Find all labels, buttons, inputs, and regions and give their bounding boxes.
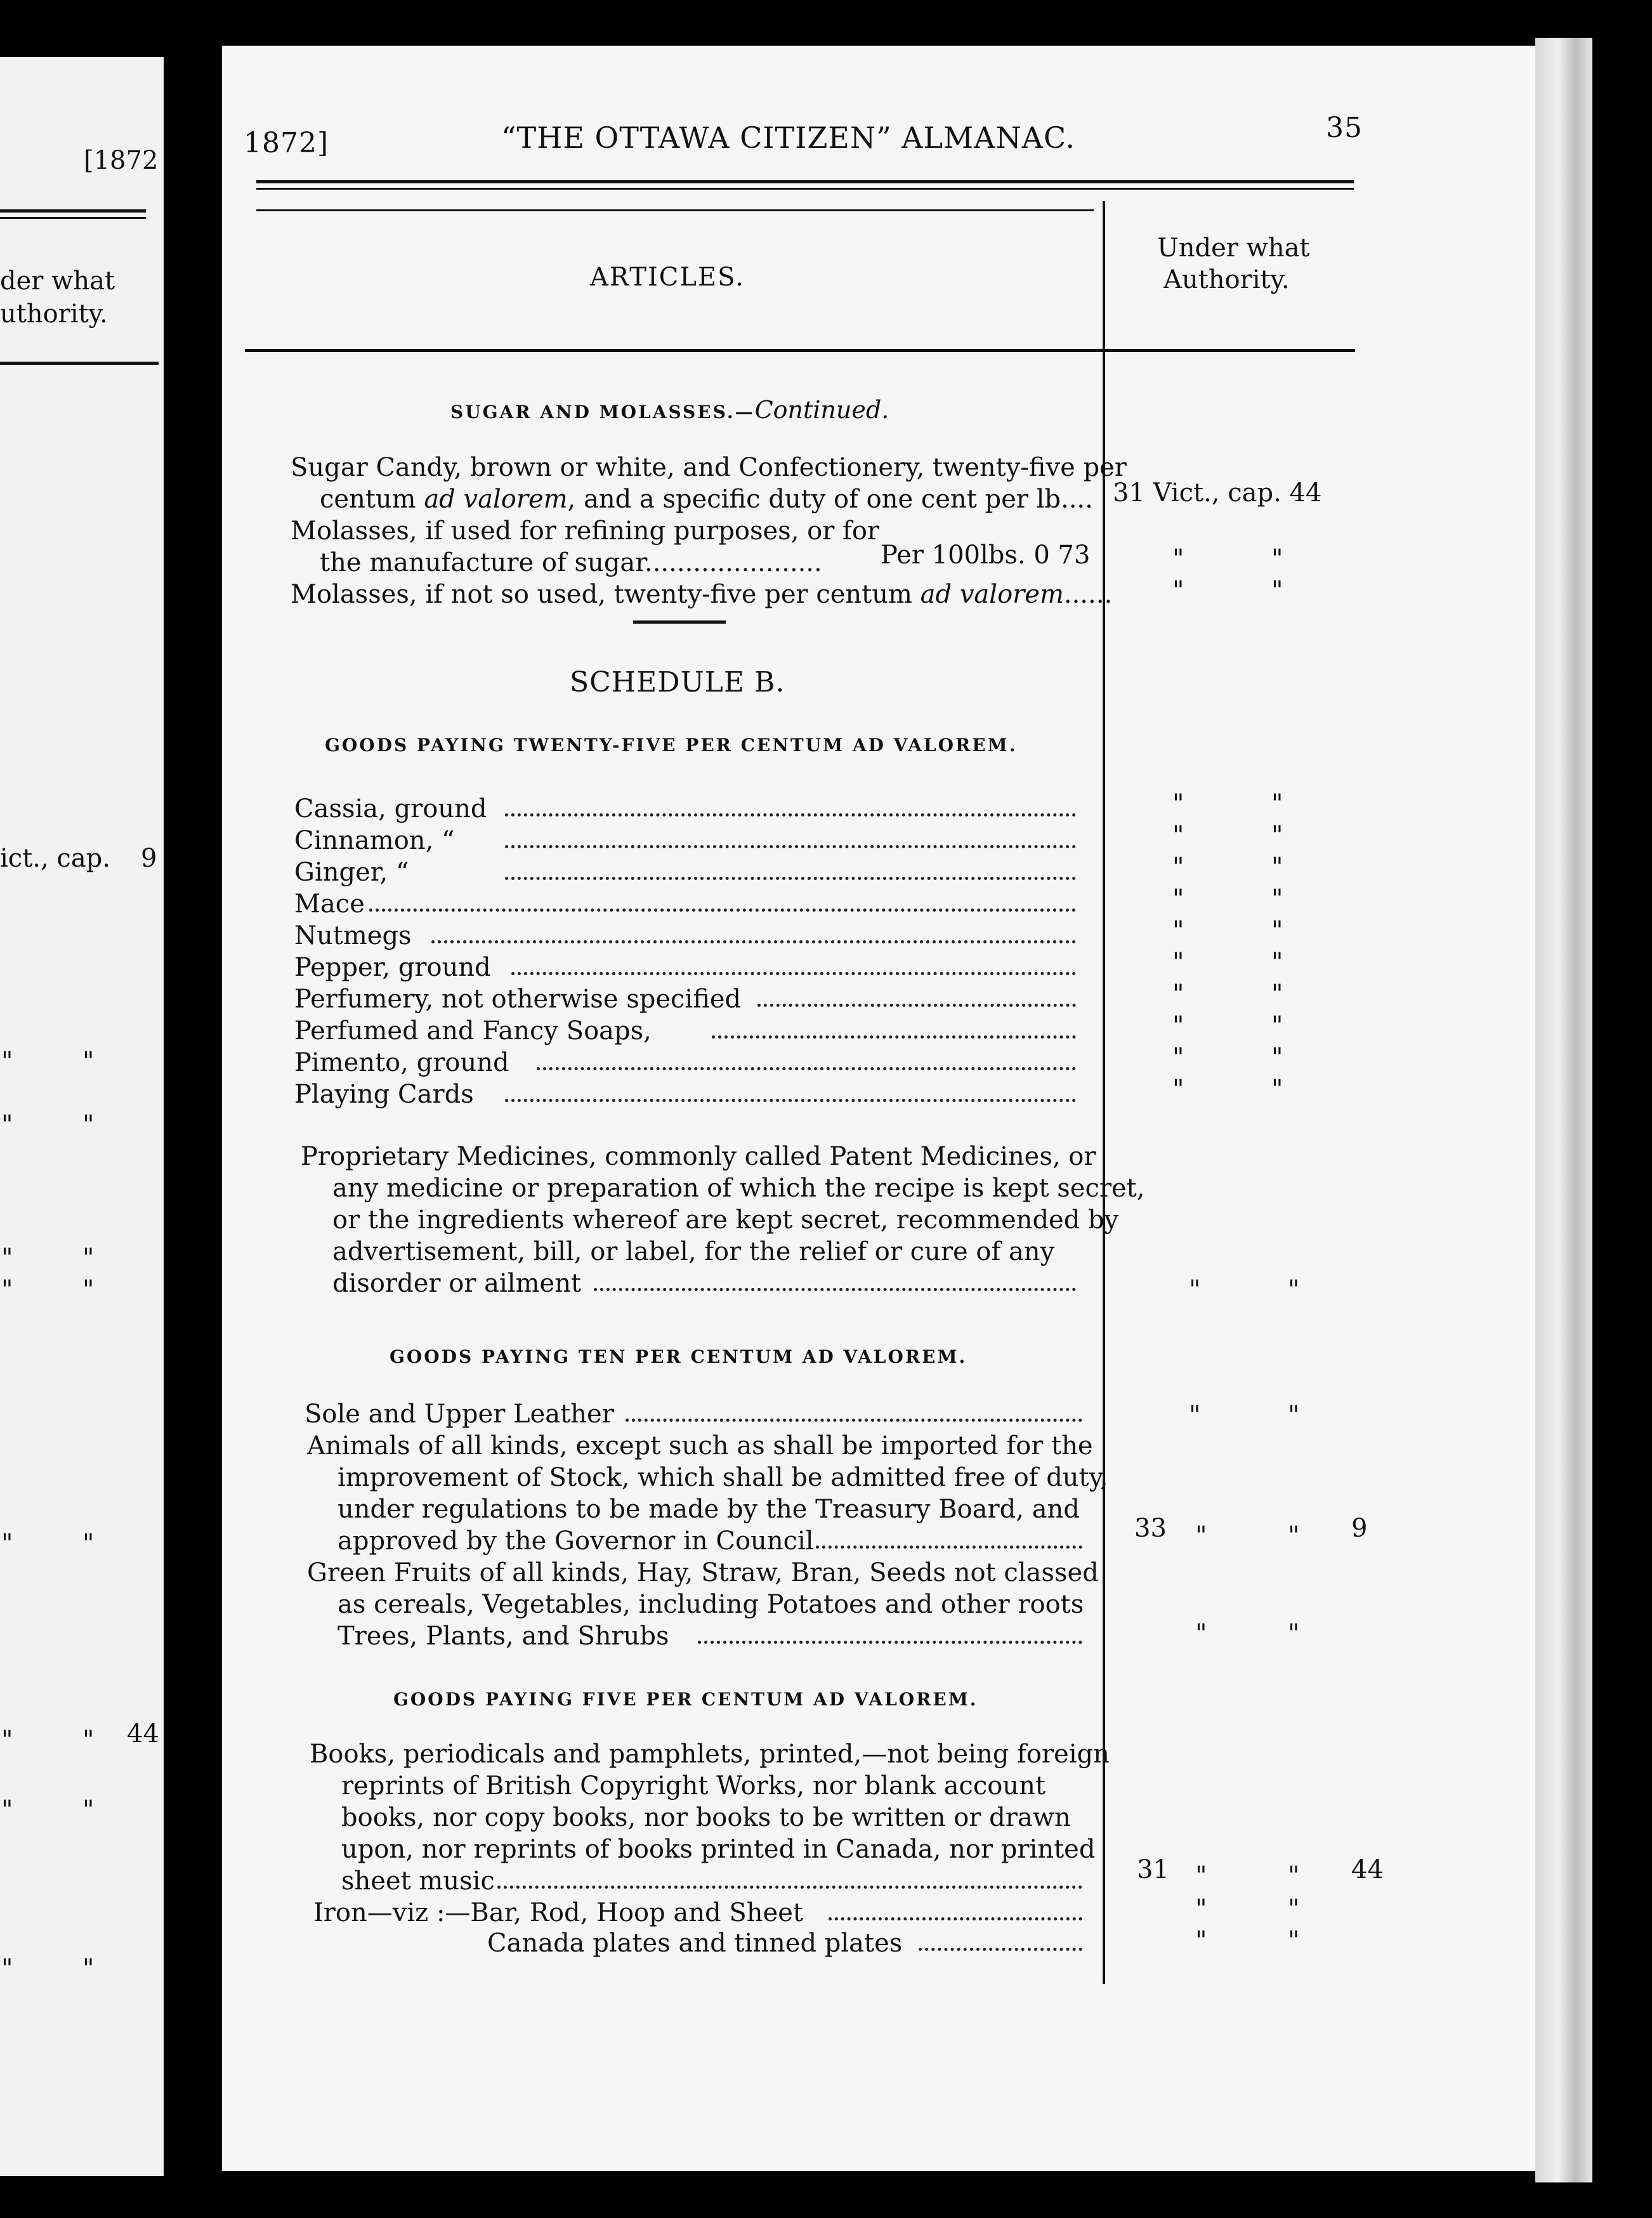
left-num-44: 44 xyxy=(127,1719,159,1749)
ditto-mark: " xyxy=(1172,1075,1184,1104)
animals-2: improvement of Stock, which shall be admitted free of duty, xyxy=(338,1463,1108,1492)
left-ditto: " xyxy=(1,1110,13,1139)
left-ditto: " xyxy=(1,1954,13,1983)
ditto-mark: " xyxy=(1172,980,1184,1009)
left-ditto: " xyxy=(82,1954,95,1983)
ditto-mark: " xyxy=(1172,789,1184,818)
ditto-mark: " xyxy=(1271,916,1283,945)
left-ditto: " xyxy=(82,1047,95,1076)
left-vict: ict., cap. xyxy=(0,844,110,873)
book-spine xyxy=(1535,38,1592,2182)
left-ditto: " xyxy=(1,1244,13,1273)
molasses-rate: Per 100lbs. 0 73 xyxy=(881,541,1091,570)
left-ditto: " xyxy=(1,1795,13,1825)
list-item: Pepper, ground xyxy=(294,953,491,982)
ditto-mark: " xyxy=(1172,1011,1184,1040)
ditto-mark: " xyxy=(1172,853,1184,882)
sugar-candy-authority: 31 Vict., cap. 44 xyxy=(1113,478,1322,508)
left-page-fragment xyxy=(0,57,164,2176)
ditto-mark: " xyxy=(1195,1926,1207,1955)
proprietary-4: advertisement, bill, or label, for the relief or cure of any xyxy=(332,1237,1055,1266)
ditto-mark: " xyxy=(1195,1861,1207,1891)
page-year: 1872] xyxy=(244,127,329,159)
ditto-mark: " xyxy=(1271,1075,1283,1104)
list-item: Nutmegs xyxy=(294,921,412,950)
books-authority: 31 xyxy=(1137,1855,1169,1884)
leather-item: Sole and Upper Leather xyxy=(305,1400,614,1429)
left-ditto: " xyxy=(1,1529,13,1558)
ditto-mark: " xyxy=(1271,980,1283,1009)
left-ditto: " xyxy=(82,1275,95,1304)
animals-4: approved by the Governor in Council xyxy=(338,1526,814,1556)
ditto-mark: " xyxy=(1195,1521,1207,1551)
ditto-mark: " xyxy=(1195,1619,1207,1648)
ditto-mark: " xyxy=(1271,789,1283,818)
left-ditto: " xyxy=(82,1795,95,1825)
ditto-mark: " xyxy=(1288,1275,1300,1304)
animals-authority-num: 9 xyxy=(1351,1514,1368,1543)
list-item: Playing Cards xyxy=(294,1080,474,1109)
list-item: Pimento, ground xyxy=(294,1048,509,1077)
left-ditto: " xyxy=(1,1726,13,1755)
ditto-mark: " xyxy=(1172,916,1184,945)
molasses-3: Molasses, if not so used, twenty-five per centum ad valorem...... xyxy=(291,580,1113,609)
schedule-b-title: SCHEDULE B. xyxy=(570,666,785,699)
fruits-3: Trees, Plants, and Shrubs xyxy=(338,1622,669,1651)
group-5-heading: GOODS PAYING FIVE PER CENTUM AD VALOREM. xyxy=(393,1689,978,1710)
books-5: sheet music xyxy=(341,1867,495,1896)
left-ditto: " xyxy=(1,1047,13,1076)
ditto-mark: " xyxy=(1271,1011,1283,1040)
list-item: Cassia, ground xyxy=(294,794,487,824)
page-title: “THE OTTAWA CITIZEN” ALMANAC. xyxy=(501,121,1075,155)
ditto-mark: " xyxy=(1288,1619,1300,1648)
ditto-mark: " xyxy=(1288,1926,1300,1955)
animals-authority: 33 xyxy=(1134,1514,1167,1543)
ditto-mark: " xyxy=(1288,1521,1300,1551)
ditto-mark: " xyxy=(1271,884,1283,914)
ditto-mark: " xyxy=(1271,853,1283,882)
list-item: Cinnamon, “ xyxy=(294,826,455,855)
ditto-mark: " xyxy=(1172,884,1184,914)
left-ditto: " xyxy=(82,1529,95,1558)
left-header-2: uthority. xyxy=(0,299,108,329)
ditto-mark: " xyxy=(1172,576,1184,605)
fruits-2: as cereals, Vegetables, including Potatoes and other roots xyxy=(338,1590,1084,1619)
proprietary-5: disorder or ailment xyxy=(332,1269,582,1298)
animals-1: Animals of all kinds, except such as shall be imported for the xyxy=(307,1431,1093,1460)
ditto-mark: " xyxy=(1271,821,1283,850)
ditto-mark: " xyxy=(1172,821,1184,850)
ditto-mark: " xyxy=(1271,544,1283,574)
ditto-mark: " xyxy=(1288,1401,1300,1430)
group-25-heading: GOODS PAYING TWENTY-FIVE PER CENTUM AD VALOREM. xyxy=(325,735,1018,756)
left-ditto: " xyxy=(82,1110,95,1139)
books-4: upon, nor reprints of books printed in Canada, nor printed xyxy=(341,1835,1096,1864)
sugar-candy-2: centum ad valorem, and a specific duty of one cent per lb.... xyxy=(320,485,1093,514)
books-1: Books, periodicals and pamphlets, printed,—not being foreign xyxy=(310,1740,1110,1769)
books-2: reprints of British Copyright Works, nor blank account xyxy=(341,1771,1046,1801)
iron-1: Iron—viz :—Bar, Rod, Hoop and Sheet xyxy=(313,1898,803,1927)
list-item: Mace xyxy=(294,889,365,919)
molasses-2: the manufacture of sugar...................... xyxy=(320,548,822,577)
page-number: 35 xyxy=(1326,112,1363,144)
sugar-candy-1: Sugar Candy, brown or white, and Confectionery, twenty-five per xyxy=(291,453,1127,482)
almanac-page xyxy=(222,46,1535,2171)
col-articles: ARTICLES. xyxy=(590,263,745,292)
books-authority-num: 44 xyxy=(1351,1855,1384,1884)
list-item: Perfumery, not otherwise specified xyxy=(294,985,742,1014)
iron-2: Canada plates and tinned plates xyxy=(487,1929,903,1958)
left-year: [1872 xyxy=(84,146,159,175)
group-10-heading: GOODS PAYING TEN PER CENTUM AD VALOREM. xyxy=(390,1346,967,1367)
proprietary-3: or the ingredients whereof are kept secret, recommended by xyxy=(332,1205,1119,1235)
ditto-mark: " xyxy=(1271,948,1283,977)
col-authority-2: Authority. xyxy=(1164,265,1290,294)
list-item: Ginger, “ xyxy=(294,858,409,887)
left-vict-num: 9 xyxy=(141,844,157,873)
fruits-1: Green Fruits of all kinds, Hay, Straw, Bran, Seeds not classed xyxy=(307,1558,1099,1587)
left-ditto: " xyxy=(82,1244,95,1273)
ditto-mark: " xyxy=(1288,1894,1300,1924)
list-item: Perfumed and Fancy Soaps, xyxy=(294,1016,652,1046)
ditto-mark: " xyxy=(1189,1401,1201,1430)
ditto-mark: " xyxy=(1172,1043,1184,1072)
ditto-mark: " xyxy=(1271,576,1283,605)
molasses-1: Molasses, if used for refining purposes, or for xyxy=(291,516,880,546)
sugar-heading: SUGAR AND MOLASSES.—Continued. xyxy=(450,396,889,424)
proprietary-1: Proprietary Medicines, commonly called Patent Medicines, or xyxy=(301,1142,1096,1171)
left-ditto: " xyxy=(1,1275,13,1304)
ditto-mark: " xyxy=(1172,544,1184,574)
ditto-mark: " xyxy=(1271,1043,1283,1072)
ditto-mark: " xyxy=(1189,1275,1201,1304)
ditto-mark: " xyxy=(1195,1894,1207,1924)
books-3: books, nor copy books, nor books to be written or drawn xyxy=(341,1803,1071,1832)
ditto-mark: " xyxy=(1172,948,1184,977)
left-header-1: der what xyxy=(0,266,115,296)
ditto-mark: " xyxy=(1288,1861,1300,1891)
left-ditto: " xyxy=(82,1726,95,1755)
col-authority-1: Under what xyxy=(1157,233,1310,263)
proprietary-2: any medicine or preparation of which the recipe is kept secret, xyxy=(332,1174,1145,1203)
animals-3: under regulations to be made by the Treasury Board, and xyxy=(338,1495,1080,1524)
